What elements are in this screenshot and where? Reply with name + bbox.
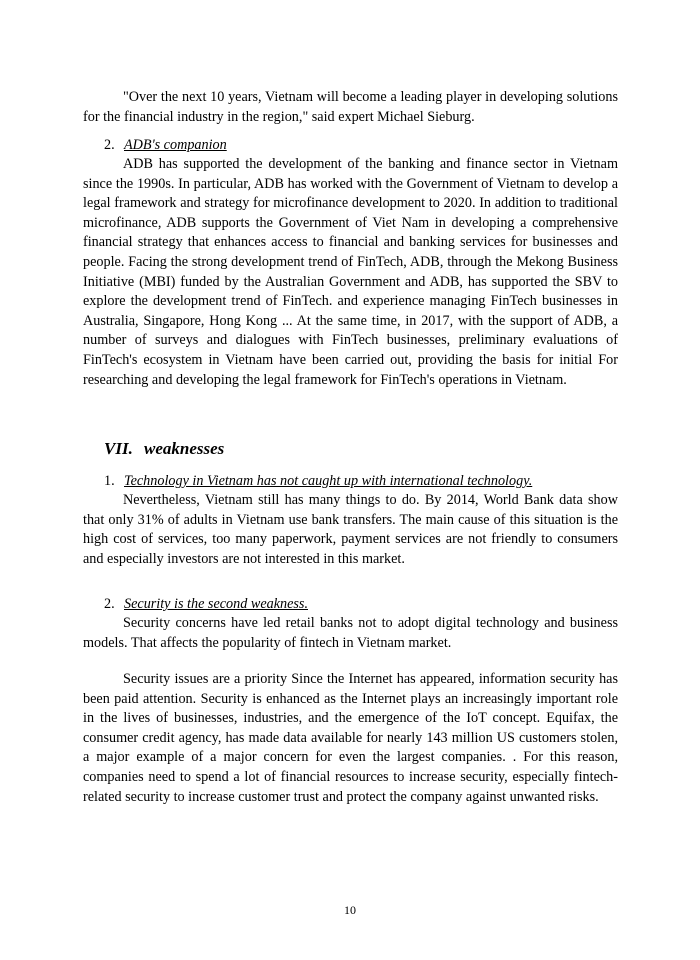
weakness-2-subheading [104,595,308,615]
section-heading [104,439,224,459]
adb-subheading [104,136,227,156]
adb-subheading-number: 2. [104,137,115,153]
weakness-2-paragraph-2: Security issues are a priority Since the Internet has appeared, information security has been paid attention. Security is enhanced as the Internet plays an increasingly important role in the lives of businesses, industries, and the emergence of the IoT concept. Equifax, the consumer credit agency, has made data available for nearly 143 million US customers stolen, a major example of a major concern for even the largest companies. . For this reason, companies need to spend a lot of financial resources to increase security, especially fintech-related security to increase customer trust and protect the company against unwanted risks. [83,671,618,805]
weakness-2-title: Security is the second weakness. [124,596,308,612]
section-title: weaknesses [144,439,225,458]
section-number: VII. [104,439,133,458]
weakness-2-paragraph-1: Security concerns have led retail banks not to adopt digital technology and business models. That affects the popularity of fintech in Vietnam market. [83,615,618,651]
adb-subheading-title: ADB's companion [124,137,227,153]
page-number: 10 [344,903,356,917]
weakness-1-paragraph: Nevertheless, Vietnam still has many things to do. By 2014, World Bank data show that only 31% of adults in Vietnam use bank transfers. The main cause of this situation is the high cost of services, too many paperwork, payment services are not friendly to consumers and especially investors are not interested in this market. [83,492,618,567]
weakness-1-subheading [104,472,532,492]
weakness-2-number: 2. [104,596,115,612]
quote-paragraph: "Over the next 10 years, Vietnam will become a leading player in developing solutions for the financial industry in the region," said expert Michael Sieburg. [83,89,618,125]
weakness-1-title: Technology in Vietnam has not caught up with international technology. [124,473,533,489]
weakness-1-number: 1. [104,473,115,489]
adb-paragraph: ADB has supported the development of the banking and finance sector in Vietnam since the 1990s. In particular, ADB has worked with the Government of Vietnam to develop a legal framework and strategy for microfinance development to 2020. In addition to traditional microfinance, ADB supports the Government of Viet Nam in developing a comprehensive financial strategy that enhances access to financial and banking services for businesses and people. Facing the strong development trend of FinTech, ADB, through the Mekong Business Initiative (MBI) funded by the Australian Government and ADB, has supported the SBV to explore the development trend of FinTech. and experience managing FinTech businesses in Australia, Singapore, Hong Kong ... At the same time, in 2017, with the support of ADB, a number of surveys and dialogues with FinTech businesses, preliminary evaluations of FinTech's ecosystem in Vietnam have been carried out, providing the basis for initial For researching and developing the legal framework for FinTech's operations in Vietnam. [83,156,618,388]
